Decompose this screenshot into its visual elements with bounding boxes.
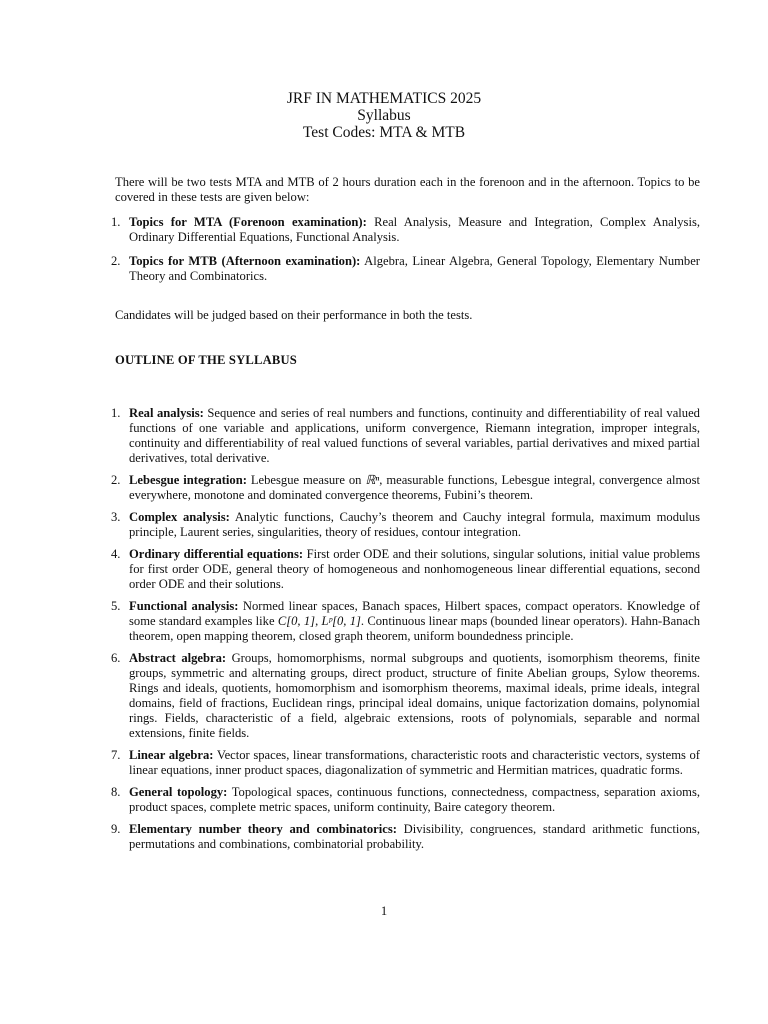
item-heading: Functional analysis:	[129, 599, 239, 613]
item-number: 5.	[111, 599, 121, 613]
syllabus-section	[111, 406, 701, 859]
item-heading: Abstract algebra:	[129, 651, 227, 665]
item-number: 1.	[111, 406, 121, 420]
judgement-note: Candidates will be judged based on their performance in both the tests.	[115, 308, 473, 322]
item-text: Divisibility, congruences, standard arithmetic functions, permutations and combinations, combinatorial probability.	[129, 822, 700, 851]
list-item	[111, 651, 700, 741]
section-heading: OUTLINE OF THE SYLLABUS	[115, 353, 298, 367]
list-item	[111, 748, 700, 778]
item-number: 4.	[111, 547, 121, 561]
item-heading: Lebesgue integration:	[129, 473, 247, 487]
list-item	[111, 599, 701, 644]
item-heading: Topics for MTB (Afternoon examination):	[129, 254, 361, 268]
item-text: ,	[315, 614, 322, 628]
title-block	[0, 90, 768, 141]
list-item	[111, 215, 700, 245]
intro-section	[111, 175, 700, 293]
item-number: 2.	[111, 473, 121, 487]
page-number: 1	[380, 904, 388, 918]
item-text: Analytic functions, Cauchy’s theorem and Cauchy integral formula, maximum modulus principle, Laurent series, singularities, theory of residues, contour integration.	[129, 510, 701, 539]
list-item	[111, 510, 701, 540]
item-number: 7.	[111, 748, 121, 762]
list-item	[111, 254, 700, 284]
math-expression: C[0, 1]	[277, 614, 316, 628]
list-item	[111, 406, 700, 466]
item-heading: Topics for MTA (Forenoon examination):	[129, 215, 367, 229]
item-text: Vector spaces, linear transformations, characteristic roots and characteristic vectors, systems of linear equations, inner product spaces, diagonalization of symmetric and Hermitian matrices, quadratic forms.	[129, 748, 700, 777]
item-text: Groups, homomorphisms, normal subgroups and quotients, isomorphism theorems, finite groups, symmetric and alternating groups, direct product, structure of finite Abelian groups, Sylow theorems. Rings and ideals, quotients, homomorphism and isomorphism theorems, maximal ideals, prime ideals, integral domains, field of fractions, Euclidean rings, principal ideal domains, unique factorization domains, polynomial rings. Fields, characteristic of a field, algebraic extensions, roots of polynomials, separable and normal extensions, finite fields.	[129, 651, 700, 740]
item-text: Real Analysis, Measure and Integration, Complex Analysis, Ordinary Differential Equations, Functional Analysis.	[129, 215, 700, 244]
list-item	[111, 822, 700, 852]
math-expression: Lᵖ[0, 1]	[321, 614, 361, 628]
item-heading: Linear algebra:	[129, 748, 214, 762]
item-text: , measurable functions, Lebesgue integral, convergence almost everywhere, monotone and dominated convergence theorems, Fubini’s theorem.	[129, 473, 701, 502]
item-heading: Elementary number theory and combinatorics:	[129, 822, 397, 836]
list-item	[111, 473, 701, 503]
math-symbol: ℝⁿ	[365, 473, 380, 487]
item-heading: Real analysis:	[129, 406, 204, 420]
item-number: 9.	[111, 822, 121, 836]
item-number: 2.	[111, 254, 121, 268]
item-heading: General topology:	[129, 785, 228, 799]
intro-paragraph: There will be two tests MTA and MTB of 2 hours duration each in the forenoon and in the afternoon. Topics to be covered in these tests are given below:	[115, 175, 700, 204]
item-text: First order ODE and their solutions, singular solutions, initial value problems for first order ODE, general theory of homogeneous and nonhomogeneous linear differential equations, second order ODE and their solutions.	[129, 547, 701, 591]
syllabus-list	[111, 406, 701, 852]
item-heading: Ordinary differential equations:	[129, 547, 304, 561]
item-heading: Complex analysis:	[129, 510, 230, 524]
item-number: 8.	[111, 785, 121, 799]
item-number: 1.	[111, 215, 121, 229]
list-item	[111, 785, 700, 815]
list-item	[111, 547, 701, 592]
item-text: Normed linear spaces, Banach spaces, Hilbert spaces, compact operators. Knowledge of some standard examples like	[129, 599, 700, 628]
tests-list	[111, 215, 700, 284]
item-number: 6.	[111, 651, 121, 665]
item-text: Topological spaces, continuous functions, connectedness, compactness, separation axioms, product spaces, complete metric spaces, uniform continuity, Baire category theorem.	[129, 785, 700, 814]
item-text: Lebesgue measure on	[246, 473, 366, 487]
document-title: JRF IN MATHEMATICS 2025	[286, 90, 482, 107]
document-subtitle: Syllabus	[357, 107, 411, 124]
item-text: Algebra, Linear Algebra, General Topology, Elementary Number Theory and Combinatorics.	[129, 254, 700, 283]
item-number: 3.	[111, 510, 121, 524]
test-codes: Test Codes: MTA & MTB	[302, 124, 466, 141]
item-text: . Continuous linear maps (bounded linear operators). Hahn-Banach theorem, open mapping theorem, closed graph theorem, uniform boundedness principle.	[129, 614, 701, 643]
item-text: Sequence and series of real numbers and functions, continuity and differentiability of real valued functions of one variable and applications, uniform convergence, Riemann integration, improper integrals, continuity and differentiability of real valued functions of several variables, partial derivatives and mixed partial derivatives, total derivative.	[129, 406, 700, 465]
